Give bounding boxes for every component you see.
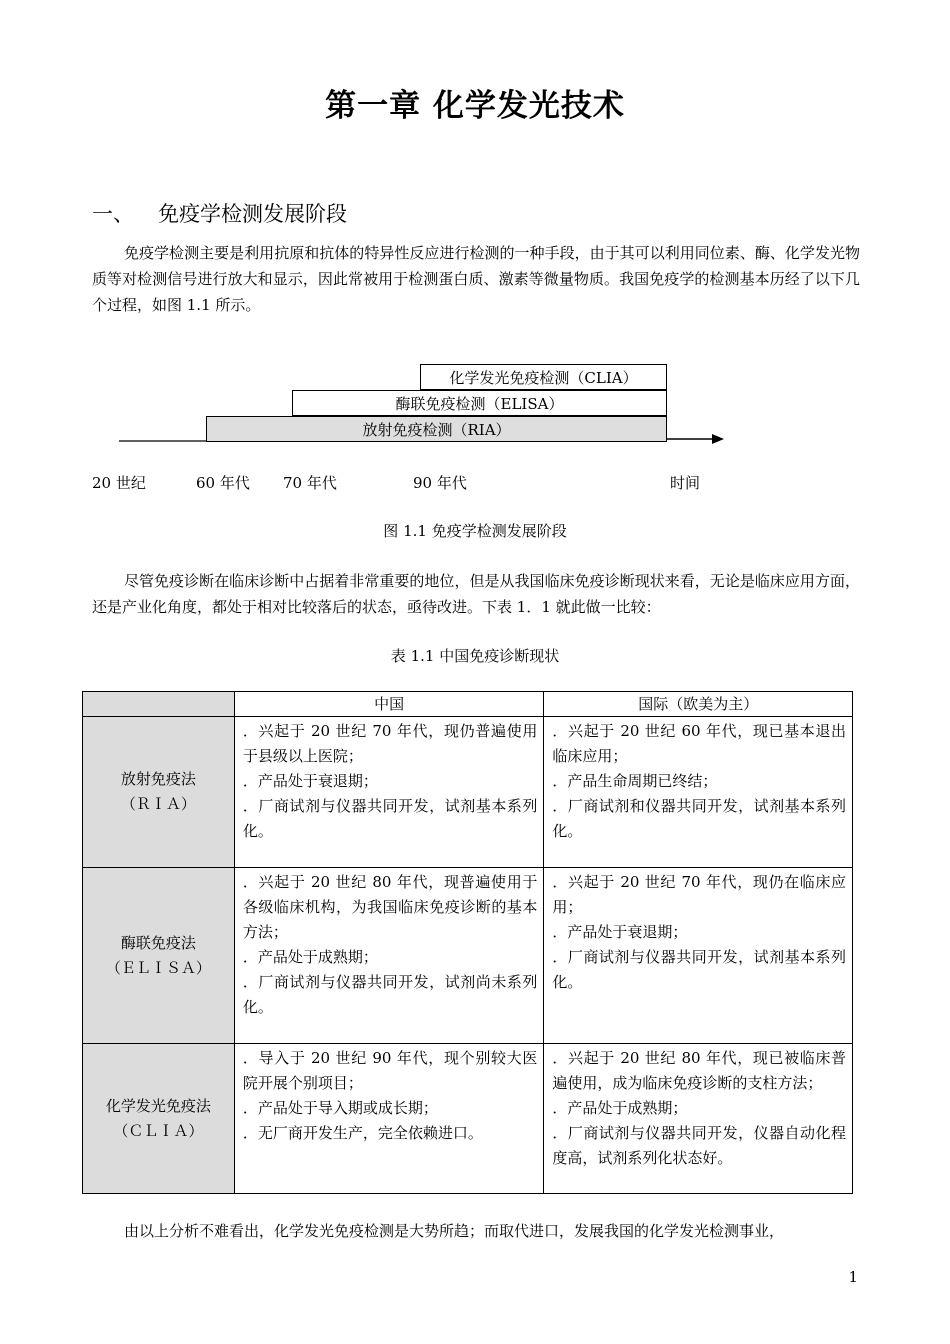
cell-line: ．产品生命周期已终结； xyxy=(552,772,718,790)
cell-line: ．产品处于衰退期； xyxy=(552,923,688,941)
cell-intl xyxy=(544,1044,853,1194)
row-head-clia xyxy=(83,1044,235,1194)
chapter-title: 第一章 化学发光技术 xyxy=(325,88,625,124)
figure-caption: 图 1.1 免疫学检测发展阶段 xyxy=(383,522,567,540)
cell-line: ．兴起于 20 世纪 70 年代，现仍普遍使用于县级以上医院； xyxy=(242,722,538,765)
method-abbr: （ＣＬＩＡ） xyxy=(113,1121,204,1140)
arrow-right-icon xyxy=(712,434,724,444)
cell-line: ．兴起于 20 世纪 80 年代，现已被临床普遍使用，成为临床免疫诊断的支柱方法； xyxy=(552,1049,846,1092)
cell-china xyxy=(234,868,544,1044)
cell-line: ．产品处于成熟期； xyxy=(552,1099,688,1117)
closing-paragraph: 由以上分析不难看出，化学发光免疫检测是大势所趋；而取代进口，发展我国的化学发光检测事业， xyxy=(124,1222,785,1240)
header-corner xyxy=(83,692,235,717)
tick-label: 20 世纪 xyxy=(92,474,146,492)
cell-intl xyxy=(544,717,853,868)
tick-label: 60 年代 xyxy=(196,474,250,492)
cell-line: ．无厂商开发生产，完全依赖进口。 xyxy=(242,1124,483,1142)
row-head-ria xyxy=(83,717,235,868)
timeline-bar-elisa: 酶联免疫检测（ELISA） xyxy=(292,390,667,416)
timeline-bar-ria: 放射免疫检测（RIA） xyxy=(206,416,667,442)
method-abbr: （ＥＬＩＳＡ） xyxy=(105,958,211,977)
section-number: 一、 xyxy=(92,202,134,226)
method-name: 化学发光免疫法 xyxy=(105,1096,211,1115)
header-china: 中国 xyxy=(234,692,544,717)
cell-line: ．厂商试剂与仪器共同开发，仪器自动化程度高，试剂系列化状态好。 xyxy=(552,1124,846,1167)
cell-line: ．厂商试剂与仪器共同开发，试剂基本系列化。 xyxy=(552,948,846,991)
cell-line: ．产品处于导入期或成长期； xyxy=(242,1099,438,1117)
second-paragraph: 尽管免疫诊断在临床诊断中占据着非常重要的地位，但是从我国临床免疫诊断现状来看，无论是临床应用方面，还是产业化角度，都处于相对比较落后的状态，亟待改进。下表 1．1 就此做一比较： xyxy=(92,572,860,616)
cell-line: ．厂商试剂和仪器共同开发，试剂基本系列化。 xyxy=(552,797,846,840)
section-title: 免疫学检测发展阶段 xyxy=(158,202,347,226)
timeline-axis xyxy=(0,0,950,460)
cell-line: ．兴起于 20 世纪 70 年代，现仍在临床应用； xyxy=(552,873,846,916)
page-number: 1 xyxy=(848,1268,858,1286)
table-row xyxy=(83,717,853,868)
method-abbr: （ＲＩＡ） xyxy=(120,795,196,813)
cell-line: ．厂商试剂与仪器共同开发，试剂尚未系列化。 xyxy=(242,973,538,1016)
cell-china xyxy=(234,717,544,868)
cell-china xyxy=(234,1044,544,1194)
header-intl: 国际（欧美为主） xyxy=(544,692,853,717)
method-name: 酶联免疫法 xyxy=(120,933,196,952)
method-name: 放射免疫法 xyxy=(120,770,196,788)
cell-line: ．产品处于衰退期； xyxy=(242,772,378,790)
table-caption: 表 1.1 中国免疫诊断现状 xyxy=(390,647,560,665)
row-head-elisa xyxy=(83,868,235,1044)
cell-intl xyxy=(544,868,853,1044)
cell-line: ．导入于 20 世纪 90 年代，现个别较大医院开展个别项目； xyxy=(242,1049,538,1092)
table-row xyxy=(83,868,853,1044)
cell-line: ．厂商试剂与仪器共同开发，试剂基本系列化。 xyxy=(242,797,538,840)
cell-line: ．产品处于成熟期； xyxy=(242,948,378,966)
timeline-bar-clia: 化学发光免疫检测（CLIA） xyxy=(420,364,667,390)
tick-label: 70 年代 xyxy=(283,474,337,492)
tick-label: 时间 xyxy=(670,474,701,492)
cell-line: ．兴起于 20 世纪 60 年代，现已基本退出临床应用； xyxy=(552,722,846,765)
comparison-table xyxy=(82,691,853,1194)
tick-label: 90 年代 xyxy=(413,474,467,492)
table-header-row xyxy=(83,692,853,717)
table-row xyxy=(83,1044,853,1194)
intro-paragraph: 免疫学检测主要是利用抗原和抗体的特异性反应进行检测的一种手段，由于其可以利用同位素、酶、化学发光物质等对检测信号进行放大和显示，因此常被用于检测蛋白质、激素等微量物质。我国免疫学的检测基本历经了以下几个过程，如图 1.1 所示。 xyxy=(92,244,860,314)
cell-line: ．兴起于 20 世纪 80 年代，现普遍使用于各级临床机构，为我国临床免疫诊断的基本方法； xyxy=(242,873,538,941)
